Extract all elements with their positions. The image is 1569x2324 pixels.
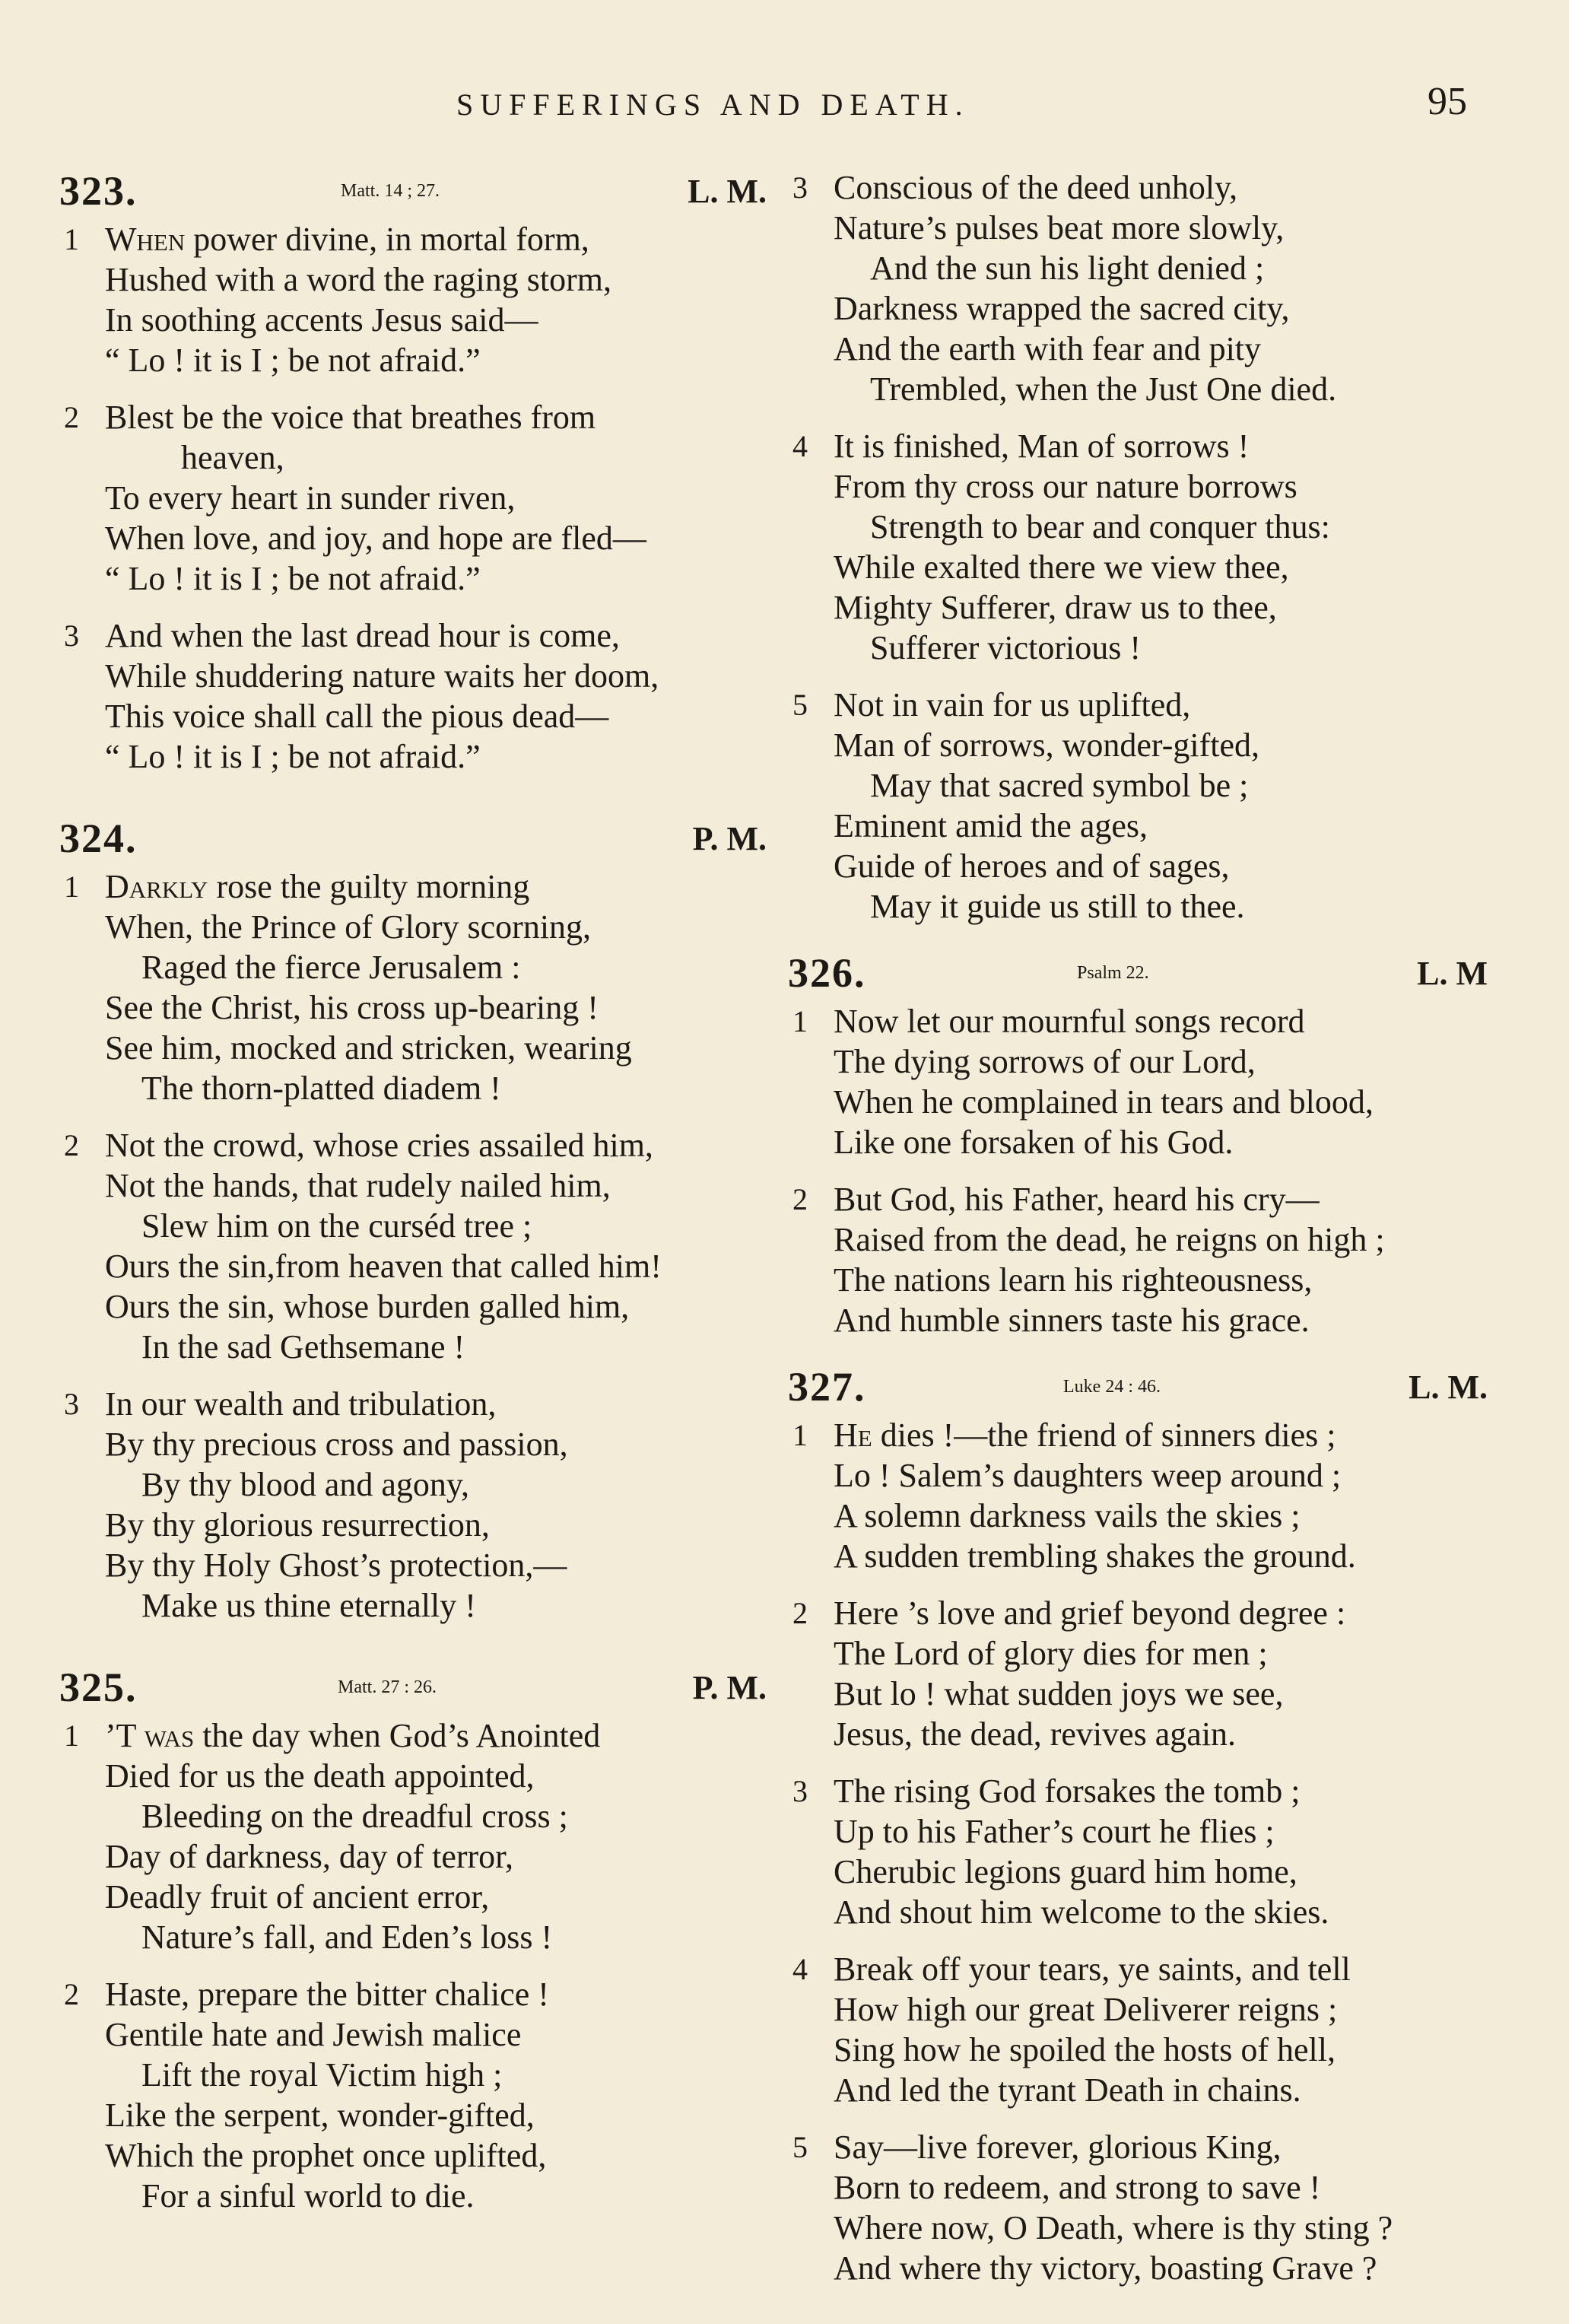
verse-line: Nature’s pulses beat more slowly, [834, 209, 1285, 246]
verse-line: In the sad Gethsemane ! [141, 1328, 465, 1365]
verse-line: Make us thine eternally ! [141, 1587, 476, 1624]
hymn-heading [788, 1363, 1488, 1415]
verse-line: Like the serpent, wonder-gifted, [105, 2097, 535, 2134]
verse-line: Deadly fruit of ancient error, [105, 1878, 490, 1915]
verse-line: Which the prophet once uplifted, [105, 2137, 547, 2174]
verse-line: Day of darkness, day of terror, [105, 1838, 514, 1875]
verse-line: And the earth with fear and pity [834, 330, 1262, 367]
verse-line: Where now, O Death, where is thy sting ? [834, 2209, 1393, 2246]
verse-line: From thy cross our nature borrows [834, 468, 1297, 505]
verse-line: When he complained in tears and blood, [834, 1083, 1374, 1121]
hymn-meter: P. M. [692, 1669, 767, 1706]
hymn-meter: P. M. [692, 820, 767, 857]
stanza-number: 2 [64, 1128, 79, 1162]
verse-line: And where thy victory, boasting Grave ? [834, 2249, 1377, 2287]
verse-line: Man of sorrows, wonder-gifted, [834, 726, 1259, 764]
verse-line: heaven, [181, 439, 284, 476]
stanza [59, 397, 767, 599]
stanza [59, 1125, 767, 1367]
verse-line: Strength to bear and conquer thus: [870, 508, 1330, 545]
verse-line: Eminent amid the ages, [834, 807, 1148, 844]
stanza-number: 2 [792, 1596, 808, 1630]
stanza-lead-word: ’T was [105, 1717, 195, 1754]
verse-line: How high our great Deliverer reigns ; [834, 1991, 1338, 2028]
verse-line: It is finished, Man of sorrows ! [834, 428, 1250, 465]
verse-line: When, the Prince of Glory scorning, [105, 908, 592, 946]
verse-line: Not in vain for us uplifted, [834, 686, 1191, 723]
verse-line: Now let our mournful songs record [834, 1003, 1305, 1040]
stanza-number: 3 [792, 170, 808, 205]
verse-line: To every heart in sunder riven, [105, 479, 516, 517]
verse-line: Trembled, when the Just One died. [870, 370, 1337, 408]
hymn-meter: L. M [1417, 955, 1488, 992]
verse-line: Nature’s fall, and Eden’s loss ! [141, 1919, 553, 1956]
verse-line: Ours the sin, whose burden galled him, [105, 1288, 630, 1325]
stanza [788, 1415, 1488, 1576]
verse-line: dies !—the friend of sinners dies ; [872, 1416, 1336, 1454]
verse-line: And led the tyrant Death in chains. [834, 2071, 1301, 2109]
scripture-reference: Matt. 27 : 26. [338, 1677, 437, 1697]
stanza [59, 219, 767, 380]
stanza-number: 1 [64, 1718, 79, 1753]
left-column [59, 167, 767, 2239]
verse-line: Sufferer victorious ! [870, 629, 1141, 666]
scripture-reference: Luke 24 : 46. [1063, 1377, 1161, 1397]
stanza-number: 5 [792, 688, 808, 722]
verse-line: Gentile hate and Jewish malice [105, 2016, 522, 2053]
hymn-number: 325. [59, 1664, 138, 1710]
verse-line: “ Lo ! it is I ; be not afraid.” [105, 342, 481, 379]
right-column [788, 167, 1488, 2311]
verse-line: Hushed with a word the raging storm, [105, 261, 611, 298]
verse-line: While shuddering nature waits her doom, [105, 657, 659, 695]
verse-line: the day when God’s Anointed [194, 1717, 601, 1754]
stanza-number: 3 [64, 618, 79, 653]
scripture-reference: Psalm 22. [1077, 963, 1149, 983]
verse-line: Raged the fierce Jerusalem : [141, 949, 521, 986]
verse-line: Sing how he spoiled the hosts of hell, [834, 2031, 1336, 2068]
verse-line: When love, and joy, and hope are fled— [105, 520, 646, 557]
scripture-reference: Matt. 14 ; 27. [341, 181, 440, 201]
stanza-lead-word: He [834, 1416, 872, 1454]
hymn-324 [59, 815, 767, 1626]
verse-line: And when the last dread hour is come, [105, 617, 620, 654]
stanza [59, 1974, 767, 2216]
verse-line: And humble sinners taste his grace. [834, 1302, 1310, 1339]
stanza-number: 4 [792, 429, 808, 463]
verse-line: Like one forsaken of his God. [834, 1124, 1234, 1161]
page-number: 95 [1428, 80, 1467, 123]
hymn-327 [788, 1363, 1488, 2288]
verse-line: A sudden trembling shakes the ground. [834, 1537, 1356, 1575]
stanza [788, 426, 1488, 668]
stanza-number: 2 [64, 400, 79, 434]
stanza-number: 1 [792, 1418, 808, 1452]
verse-line: Say—live forever, glorious King, [834, 2128, 1282, 2166]
verse-line: While exalted there we view thee, [834, 548, 1289, 586]
hymn-meter: L. M. [1409, 1369, 1488, 1406]
hymn-326 [788, 949, 1488, 1340]
verse-line: In our wealth and tribulation, [105, 1385, 497, 1423]
stanza [788, 167, 1488, 409]
verse-line: And the sun his light denied ; [870, 250, 1265, 287]
verse-line: “ Lo ! it is I ; be not afraid.” [105, 560, 481, 597]
verse-line: Haste, prepare the bitter chalice ! [105, 1976, 549, 2013]
stanza [788, 1179, 1488, 1340]
stanza-number: 1 [792, 1004, 808, 1038]
stanza [788, 1771, 1488, 1932]
stanza-lead-word: Darkly [105, 868, 208, 905]
hymn-heading [788, 949, 1488, 1001]
verse-line: Darkness wrapped the sacred city, [834, 290, 1290, 327]
verse-line: Jesus, the dead, revives again. [834, 1715, 1237, 1753]
stanza-number: 2 [64, 1977, 79, 2011]
verse-line: The dying sorrows of our Lord, [834, 1043, 1256, 1080]
stanza-number: 3 [64, 1387, 79, 1421]
hymn-325 [59, 1664, 767, 2216]
verse-line: Blest be the voice that breathes from [105, 399, 596, 436]
verse-line: The rising God forsakes the tomb ; [834, 1772, 1301, 1810]
verse-line: Not the hands, that rudely nailed him, [105, 1167, 611, 1204]
hymn-323 [59, 167, 767, 777]
stanza-number: 2 [792, 1182, 808, 1216]
verse-line: May it guide us still to thee. [870, 888, 1245, 925]
hymn-heading [59, 167, 767, 219]
running-title: SUFFERINGS AND DEATH. [456, 87, 970, 122]
verse-line: May that sacred symbol be ; [870, 767, 1249, 804]
verse-line: Cherubic legions guard him home, [834, 1853, 1297, 1890]
hymn-number: 326. [788, 950, 866, 996]
hymn-meter: L. M. [688, 173, 767, 210]
stanza [788, 1001, 1488, 1162]
verse-line: Mighty Sufferer, draw us to thee, [834, 589, 1277, 626]
verse-line: power divine, in mortal form, [185, 221, 589, 258]
stanza-number: 4 [792, 1952, 808, 1986]
verse-line: The Lord of glory dies for men ; [834, 1635, 1268, 1672]
verse-line: Not the crowd, whose cries assailed him, [105, 1127, 653, 1164]
stanza-lead-word: When [105, 221, 186, 258]
verse-line: Guide of heroes and of sages, [834, 847, 1230, 885]
hymn-heading [59, 1664, 767, 1715]
verse-line: But God, his Father, heard his cry— [834, 1181, 1320, 1218]
verse-line: Raised from the dead, he reigns on high ; [834, 1221, 1385, 1258]
verse-line: Break off your tears, ye saints, and tell [834, 1950, 1351, 1988]
hymn-325-continued [788, 167, 1488, 927]
stanza-number: 5 [792, 2130, 808, 2164]
stanza [788, 2127, 1488, 2288]
verse-line: In soothing accents Jesus said— [105, 301, 538, 339]
stanza [788, 685, 1488, 927]
stanza [59, 615, 767, 777]
verse-line: For a sinful world to die. [141, 2177, 475, 2214]
hymn-number: 327. [788, 1364, 866, 1410]
verse-line: Bleeding on the dreadful cross ; [141, 1798, 568, 1835]
verse-line: Here ’s love and grief beyond degree : [834, 1594, 1346, 1632]
stanza [59, 1384, 767, 1626]
verse-line: See the Christ, his cross up-bearing ! [105, 989, 599, 1026]
stanza [788, 1949, 1488, 2110]
verse-line: By thy glorious resurrection, [105, 1506, 490, 1544]
verse-line: By thy Holy Ghost’s protection,— [105, 1547, 567, 1584]
verse-line: By thy blood and agony, [141, 1466, 469, 1503]
stanza [59, 866, 767, 1108]
hymn-number: 324. [59, 815, 138, 861]
verse-line: Ours the sin,from heaven that called him! [105, 1248, 662, 1285]
stanza-number: 1 [64, 870, 79, 904]
verse-line: Up to his Father’s court he flies ; [834, 1813, 1275, 1850]
verse-line: The thorn-platted diadem ! [141, 1070, 501, 1107]
verse-line: Conscious of the deed unholy, [834, 169, 1238, 206]
verse-line: Died for us the death appointed, [105, 1757, 535, 1795]
verse-line: Slew him on the curséd tree ; [141, 1207, 532, 1245]
stanza [788, 1593, 1488, 1754]
verse-line: And shout him welcome to the skies. [834, 1893, 1329, 1931]
verse-line: This voice shall call the pious dead— [105, 698, 609, 735]
verse-line: But lo ! what sudden joys we see, [834, 1675, 1284, 1712]
stanza [59, 1715, 767, 1957]
verse-line: The nations learn his righteousness, [834, 1261, 1313, 1299]
verse-line: Lift the royal Victim high ; [141, 2056, 503, 2094]
hymn-heading [59, 815, 767, 866]
verse-line: “ Lo ! it is I ; be not afraid.” [105, 738, 481, 775]
verse-line: rose the guilty morning [208, 868, 530, 905]
verse-line: Born to redeem, and strong to save ! [834, 2169, 1321, 2206]
verse-line: See him, mocked and stricken, wearing [105, 1029, 632, 1067]
page-header [0, 73, 1569, 134]
hymn-number: 323. [59, 168, 138, 214]
stanza-number: 3 [792, 1774, 808, 1808]
verse-line: A solemn darkness vails the skies ; [834, 1497, 1301, 1534]
stanza-number: 1 [64, 222, 79, 256]
verse-line: Lo ! Salem’s daughters weep around ; [834, 1457, 1342, 1494]
verse-line: By thy precious cross and passion, [105, 1426, 568, 1463]
